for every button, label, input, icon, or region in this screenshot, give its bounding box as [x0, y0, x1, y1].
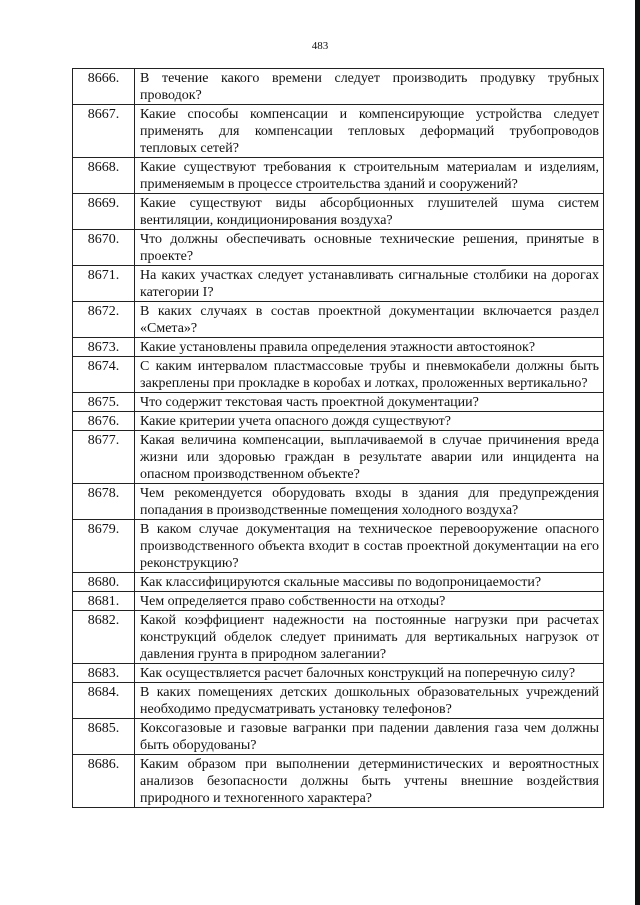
- question-row: [73, 393, 604, 412]
- question-number: 8678.: [73, 484, 135, 520]
- question-number: 8675.: [73, 393, 135, 412]
- question-number: 8686.: [73, 755, 135, 808]
- question-text: Какая величина компенсации, выплачиваемой в случае причинения вреда жизни или здоровью граждан в результате аварии или инцидента на опасном производственном объекте?: [135, 431, 604, 484]
- question-row: [73, 611, 604, 664]
- question-number: 8682.: [73, 611, 135, 664]
- question-number: 8674.: [73, 357, 135, 393]
- question-text: Чем рекомендуется оборудовать входы в здания для предупреждения попадания в производственные помещения холодного воздуха?: [135, 484, 604, 520]
- question-row: [73, 520, 604, 573]
- scan-edge-shadow: [635, 0, 640, 905]
- question-text: Что содержит текстовая часть проектной документации?: [135, 393, 604, 412]
- question-number: 8676.: [73, 412, 135, 431]
- question-row: [73, 158, 604, 194]
- questions-table-body: [73, 69, 604, 808]
- question-text: В течение какого времени следует производить продувку трубных проводок?: [135, 69, 604, 105]
- question-number: 8668.: [73, 158, 135, 194]
- question-row: [73, 592, 604, 611]
- question-text: Какие установлены правила определения этажности автостоянок?: [135, 338, 604, 357]
- question-number: 8681.: [73, 592, 135, 611]
- question-row: [73, 338, 604, 357]
- question-number: 8669.: [73, 194, 135, 230]
- question-text: В каком случае документация на техническое перевооружение опасного производственного объекта входит в состав проектной документации на его реконструкцию?: [135, 520, 604, 573]
- page-number: 483: [311, 40, 329, 52]
- question-text: С каким интервалом пластмассовые трубы и пневмокабели должны быть закреплены при прокладке в коробах и лотках, проложенных вертикально?: [135, 357, 604, 393]
- question-number: 8671.: [73, 266, 135, 302]
- question-row: [73, 719, 604, 755]
- question-number: 8680.: [73, 573, 135, 592]
- question-number: 8685.: [73, 719, 135, 755]
- question-text: Каким образом при выполнении детерминистических и вероятностных анализов безопасности должны быть учтены внешние воздействия природного и техногенного характера?: [135, 755, 604, 808]
- question-text: Коксогазовые и газовые вагранки при падении давления газа чем должны быть оборудованы?: [135, 719, 604, 755]
- question-text: Какие существуют требования к строительным материалам и изделиям, применяемым в процессе строительства зданий и сооружений?: [135, 158, 604, 194]
- question-number: 8667.: [73, 105, 135, 158]
- question-text: Какие критерии учета опасного дождя существуют?: [135, 412, 604, 431]
- question-row: [73, 755, 604, 808]
- question-text: В каких помещениях детских дошкольных образовательных учреждений необходимо предусматривать установку телефонов?: [135, 683, 604, 719]
- question-number: 8677.: [73, 431, 135, 484]
- question-text: Какие существуют виды абсорбционных глушителей шума систем вентиляции, кондиционирования воздуха?: [135, 194, 604, 230]
- question-row: [73, 266, 604, 302]
- question-number: 8679.: [73, 520, 135, 573]
- question-text: В каких случаях в состав проектной документации включается раздел «Смета»?: [135, 302, 604, 338]
- question-number: 8683.: [73, 664, 135, 683]
- question-number: 8670.: [73, 230, 135, 266]
- question-row: [73, 683, 604, 719]
- question-row: [73, 194, 604, 230]
- question-row: [73, 105, 604, 158]
- question-row: [73, 412, 604, 431]
- question-number: 8672.: [73, 302, 135, 338]
- question-text: Какие способы компенсации и компенсирующие устройства следует применять для компенсации тепловых деформаций трубопроводов тепловых сетей?: [135, 105, 604, 158]
- question-text: На каких участках следует устанавливать сигнальные столбики на дорогах категории I?: [135, 266, 604, 302]
- question-row: [73, 431, 604, 484]
- question-row: [73, 230, 604, 266]
- question-row: [73, 573, 604, 592]
- question-row: [73, 357, 604, 393]
- question-text: Что должны обеспечивать основные технические решения, принятые в проекте?: [135, 230, 604, 266]
- question-row: [73, 484, 604, 520]
- question-row: [73, 664, 604, 683]
- question-text: Как осуществляется расчет балочных конструкций на поперечную силу?: [135, 664, 604, 683]
- question-text: Чем определяется право собственности на отходы?: [135, 592, 604, 611]
- question-text: Какой коэффициент надежности на постоянные нагрузки при расчетах конструкций обделок следует принимать для вертикальных нагрузок от давления грунта в природном залегании?: [135, 611, 604, 664]
- question-number: 8673.: [73, 338, 135, 357]
- question-number: 8666.: [73, 69, 135, 105]
- question-row: [73, 302, 604, 338]
- questions-table: [72, 68, 604, 808]
- question-number: 8684.: [73, 683, 135, 719]
- question-row: [73, 69, 604, 105]
- question-text: Как классифицируются скальные массивы по водопроницаемости?: [135, 573, 604, 592]
